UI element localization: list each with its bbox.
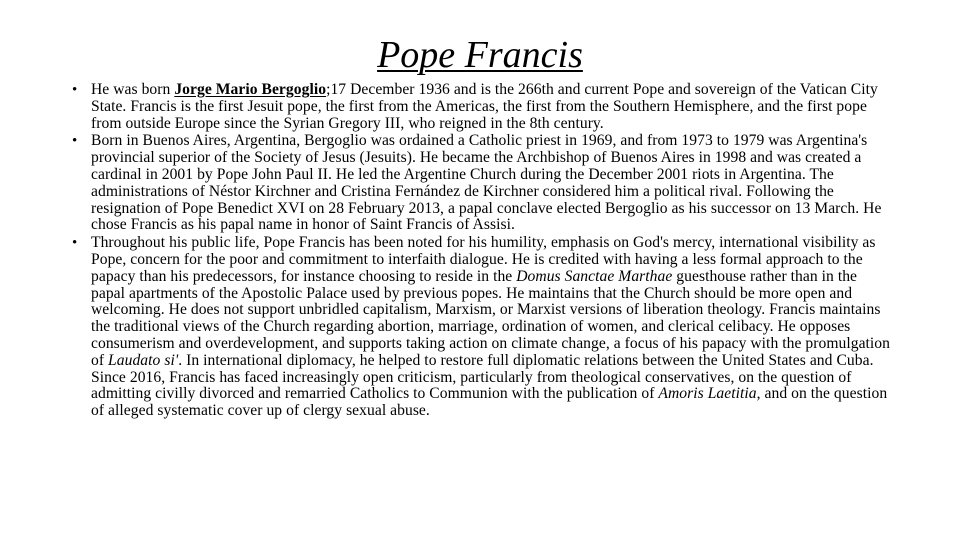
bullet-dot-icon: •	[72, 235, 78, 252]
bullet-text	[91, 81, 878, 132]
text-run: . In international diplomacy, he helped to restore full diplomatic relations between the United States and Cuba. Since 2016, Francis has faced increasingly open criticism, particularly from theological conservatives, on the question of admitting civilly divorced and remarried Catholics to Communion with the publication of	[91, 351, 874, 403]
text-run: Jorge Mario Bergoglio	[174, 81, 327, 98]
text-run: , and on the question of alleged systematic cover up of clergy sexual abuse.	[91, 385, 888, 420]
text-run: ;17 December 1936 and is the 266th and current Pope and sovereign of the Vatican City State. Francis is the first Jesuit pope, the first from the Americas, the first from the Southern Hemisphere, and the first pope from outside Europe since the Syrian Gregory III, who reigned in the 8th century.	[91, 81, 878, 132]
bullet-text	[91, 234, 890, 419]
text-run: He was born	[91, 81, 175, 98]
bullet-item	[72, 81, 891, 132]
text-run: Born in Buenos Aires, Argentina, Bergoglio was ordained a Catholic priest in 1969, and from 1973 to 1979 was Argentina's provincial superior of the Society of Jesus (Jesuits). He became the Archbishop of Buenos Aires in 1998 and was created a cardinal in 2001 by Pope John Paul II. He led the Argentine Church during the December 2001 riots in Argentina. The administrations of Néstor Kirchner and Cristina Fernández de Kirchner considered him a political rival. Following the resignation of Pope Benedict XVI on 28 February 2013, a papal conclave elected Bergoglio as his successor on 13 March. He chose Francis as his papal name in honor of Saint Francis of Assisi.	[91, 132, 882, 234]
bullet-item	[72, 132, 891, 234]
text-run: Amoris Laetitia	[658, 385, 757, 403]
bullet-text	[91, 132, 881, 233]
text-run: Laudato si'	[108, 351, 179, 369]
bullet-dot-icon: •	[72, 82, 78, 98]
bullet-list	[72, 81, 891, 421]
slide-title: Pope Francis	[377, 34, 583, 76]
text-run: guesthouse rather than in the papal apartments of the Apostolic Palace used by previous popes. He maintains that the Church should be more open and welcoming. He does not support unbridled capitalism, Marxism, or Marxist versions of liberation theology. Francis maintains the traditional views of the Church regarding abortion, marriage, ordination of women, and clerical celibacy. He opposes consumerism and overdevelopment, and supports taking action on climate change, a focus of his papacy with the promulgation of	[91, 267, 891, 369]
text-run: Throughout his public life, Pope Francis has been noted for his humility, emphasis on God's mercy, international visibility as Pope, concern for the poor and commitment to interfaith dialogue. He is credited with having a less formal approach to the papacy than his predecessors, for instance choosing to reside in the	[91, 234, 876, 285]
bullet-item	[72, 234, 891, 420]
text-run: Domus Sanctae Marthae	[516, 267, 673, 285]
bullet-dot-icon: •	[72, 133, 78, 150]
